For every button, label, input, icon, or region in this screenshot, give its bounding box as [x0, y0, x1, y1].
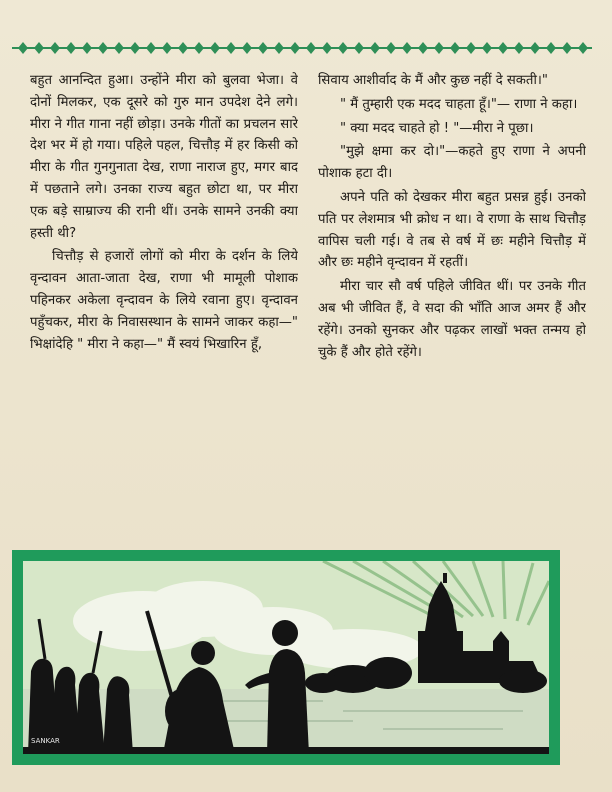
border-diamond — [450, 42, 460, 54]
paragraph: " मैं तुम्हारी एक मदद चाहता हूँ।"— राणा ने कहा। — [340, 96, 578, 112]
border-diamond — [322, 42, 332, 54]
border-diamond — [338, 42, 348, 54]
border-diamond — [402, 42, 412, 54]
border-diamond — [98, 42, 108, 54]
border-diamond — [530, 42, 540, 54]
border-diamond — [34, 42, 44, 54]
border-diamond — [434, 42, 444, 54]
illustration-frame — [12, 550, 560, 765]
paragraph: " क्या मदद चाहते हो ! "—मीरा ने पूछा। — [340, 120, 534, 136]
border-diamond — [178, 42, 188, 54]
border-diamond — [82, 42, 92, 54]
column-left — [30, 70, 298, 542]
border-diamond — [258, 42, 268, 54]
border-diamond — [514, 42, 524, 54]
decorative-border — [12, 36, 592, 60]
border-diamond — [50, 42, 60, 54]
border-diamond — [386, 42, 396, 54]
border-diamond — [418, 42, 428, 54]
paragraph: चित्तौड़ से हजारों लोगों को मीरा के दर्शन के लिये वृन्दावन आता-जाता देख, राणा भी मामूली पोशाक पहिनकर अकेला वृन्दावन के लिये रवाना हुए। वृन्दावन पहुँचकर, मीरा के निवासस्थान के सामने जाकर कहा—" भिक्षांदेहि " मीरा ने कहा—" मैं स्वयं भिखारिन हूँ, — [30, 249, 298, 352]
border-diamond — [274, 42, 284, 54]
border-diamond — [546, 42, 556, 54]
border-diamond — [578, 42, 588, 54]
border-diamond — [370, 42, 380, 54]
paragraph: बहुत आनन्दित हुआ। उन्होंने मीरा को बुलवा भेजा। वे दोनों मिलकर, एक दूसरे को गुरु मान उपदेश देने लगे। मीरा ने गीत गाना नहीं छोड़ा। उनके गीतों का प्रचलन सारे देश भर में हो गया। पहिले पहल, चित्तौड़ में हर किसी को मीरा के गीत गुनगुनाता देख, राणा नाराज हुए, मगर बाद में पछताने लगे। उनका राज्य बहुत छोटा था, पर मीरा एक बड़े साम्राज्य की रानी थीं। उनके सामने उनकी क्या हस्ती थी? — [30, 73, 298, 241]
border-diamond — [306, 42, 316, 54]
border-diamond — [290, 42, 300, 54]
border-diamond — [66, 42, 76, 54]
border-diamond — [146, 42, 156, 54]
paragraph: मीरा चार सौ वर्ष पहिले जीवित थीं। पर उनके गीत अब भी जीवित हैं, वे सदा की भाँति आज अमर हैं और रहेंगे। उनको सुनकर और पढ़कर लाखों भक्त तन्मय हो चुके हैं और होते रहेंगे। — [318, 279, 586, 360]
border-diamond — [498, 42, 508, 54]
paragraph: अपने पति को देखकर मीरा बहुत प्रसन्न हुई। उनको पति पर लेशमात्र भी क्रोध न था। वे राणा के साथ चित्तौड़ वापिस चली गई। वे तब से वर्ष में छः महीने चित्तौड़ में और छः महीने वृन्दावन में रहतीं। — [318, 189, 586, 271]
border-diamond — [210, 42, 220, 54]
paragraph: सिवाय आशीर्वाद के मैं और कुछ नहीं दे सकती।" — [318, 73, 548, 88]
silhouette-illustration — [23, 561, 549, 754]
paragraph: "मुझे क्षमा कर दो।"—कहते हुए राणा ने अपनी पोशाक हटा दी। — [318, 144, 586, 182]
border-diamond — [162, 42, 172, 54]
ground — [23, 747, 549, 754]
border-diamond — [354, 42, 364, 54]
column-right — [318, 70, 586, 542]
border-diamond — [482, 42, 492, 54]
border-diamond — [562, 42, 572, 54]
border-diamond — [114, 42, 124, 54]
border-diamond — [18, 42, 28, 54]
border-diamond — [130, 42, 140, 54]
border-diamond — [466, 42, 476, 54]
border-pattern — [12, 36, 592, 60]
border-diamond — [226, 42, 236, 54]
border-diamond — [242, 42, 252, 54]
text-columns — [30, 70, 586, 542]
artist-signature: SANKAR — [31, 737, 60, 745]
border-diamond — [194, 42, 204, 54]
